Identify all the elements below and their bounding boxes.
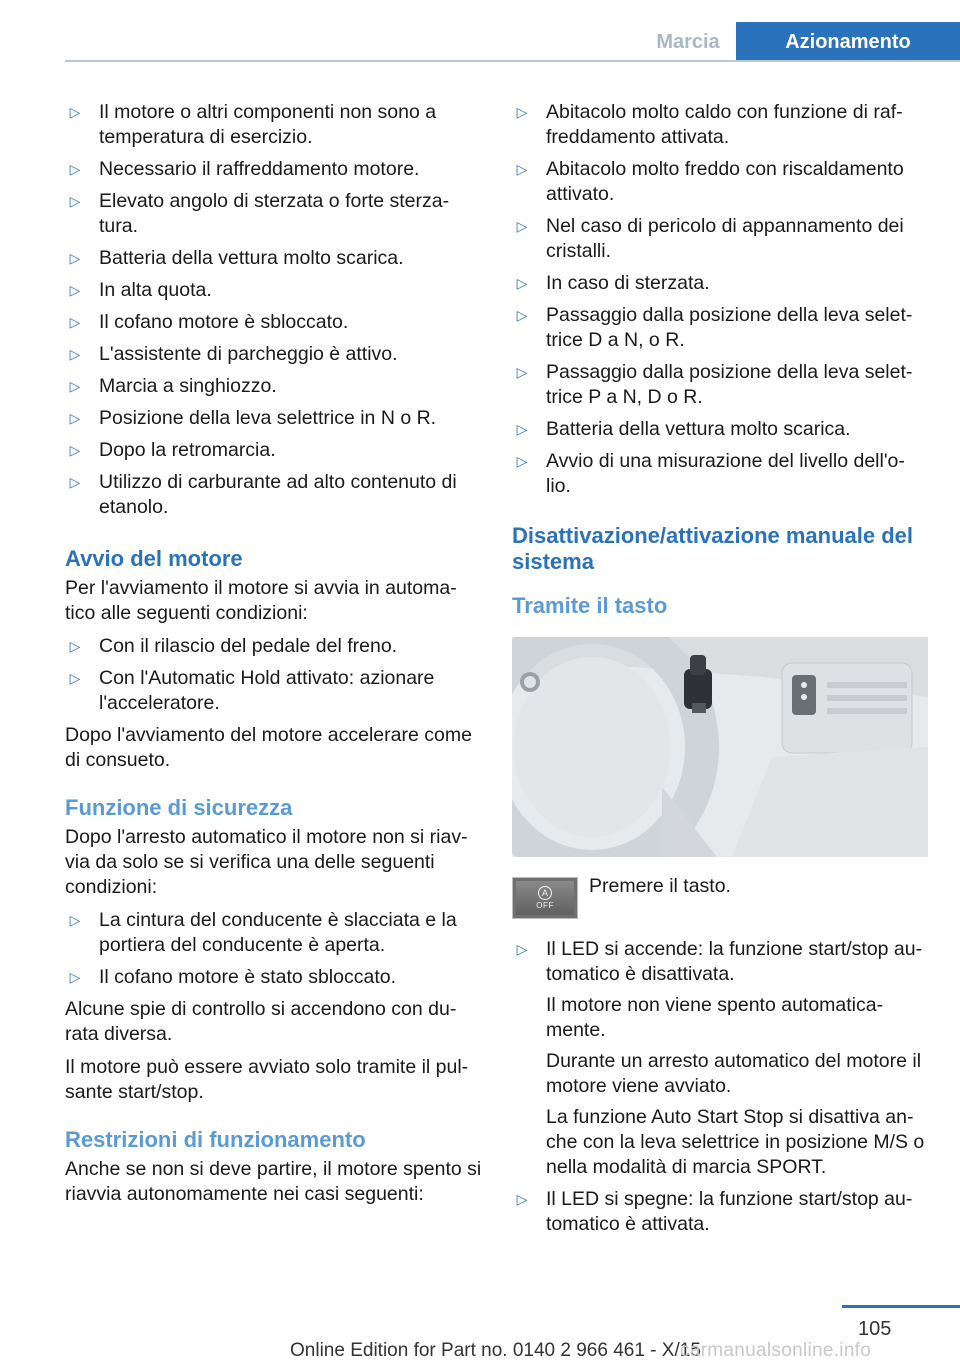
dashboard-photo [512,637,928,857]
manual-subheading: Tramite il tasto [512,593,668,618]
triangle-bullet-icon: ▷ [69,474,81,490]
list-item: ▷ Elevato angolo di sterzata o forte sterza- tura. [65,189,483,239]
list-item: ▷ Utilizzo di carburante ad alto contenuto di etanolo. [65,470,483,520]
triangle-bullet-icon: ▷ [516,364,528,380]
triangle-bullet-icon: ▷ [516,307,528,323]
triangle-bullet-icon: ▷ [69,314,81,330]
safety-intro: Dopo l'arresto automatico il motore non si riav- via da solo se si verifica una delle seguenti condizioni: [65,826,468,898]
triangle-bullet-icon: ▷ [69,638,81,654]
page-number: 105 [858,1318,892,1340]
off-label: OFF [536,901,554,910]
restrictions-intro: Anche se non si deve partire, il motore spento si riavvia autonomamente nei casi seguenti: [65,1158,482,1205]
inhibit-conditions-list [65,100,483,520]
triangle-bullet-icon: ▷ [69,161,81,177]
safety-paragraph-1: Alcune spie di controllo si accendono con du- rata diversa. [65,998,457,1045]
list-item: ▷ Il LED si spegne: la funzione start/stop au- tomatico è attivata. [512,1187,930,1237]
triangle-bullet-icon: ▷ [69,912,81,928]
list-item: ▷ Batteria della vettura molto scarica. [65,246,483,271]
header-rule [65,60,960,62]
auto-start-stop-button-icon [512,877,578,919]
list-item: ▷ Posizione della leva selettrice in N o R. [65,406,483,431]
triangle-bullet-icon: ▷ [516,941,528,957]
triangle-bullet-icon: ▷ [69,193,81,209]
triangle-bullet-icon: ▷ [69,410,81,426]
list-item: ▷ Il motore o altri componenti non sono a temperatura di esercizio. [65,100,483,150]
button-caption: Premere il tasto. [589,875,731,897]
list-item: ▷ Il cofano motore è sbloccato. [65,310,483,335]
list-item: ▷ La cintura del conducente è slacciata e la portiera del conducente è aperta. [65,908,483,958]
list-item: ▷ In caso di sterzata. [512,271,930,296]
list-item: ▷ Batteria della vettura molto scarica. [512,417,930,442]
triangle-bullet-icon: ▷ [69,378,81,394]
triangle-bullet-icon: ▷ [69,346,81,362]
left-column [65,100,483,1215]
list-item: ▷ Con l'Automatic Hold attivato: azionare l'acceleratore. [65,666,483,716]
safety-paragraph-2: Il motore può essere avviato solo tramite il pul- sante start/stop. [65,1056,469,1103]
edition-text: Online Edition for Part no. 0140 2 966 461 - X/15 [290,1340,701,1361]
list-item: ▷ Abitacolo molto caldo con funzione di raf- freddamento attivata. [512,100,930,150]
triangle-bullet-icon: ▷ [69,104,81,120]
watermark: carmanualsonline.info [680,1340,872,1361]
triangle-bullet-icon: ▷ [69,670,81,686]
list-item: ▷ Passaggio dalla posizione della leva selet- trice P a N, D o R. [512,360,930,410]
triangle-bullet-icon: ▷ [516,161,528,177]
list-item: ▷ Necessario il raffreddamento motore. [65,157,483,182]
list-item: ▷ L'assistente di parcheggio è attivo. [65,342,483,367]
triangle-bullet-icon: ▷ [69,969,81,985]
triangle-bullet-icon: ▷ [516,275,528,291]
restrictions-heading: Restrizioni di funzionamento [65,1127,366,1152]
sub-paragraph: La funzione Auto Start Stop si disattiva an- che con la leva selettrice in posizione M/S o nella modalità di marcia SPORT. [546,1106,925,1178]
right-column [512,100,930,1244]
triangle-bullet-icon: ▷ [516,421,528,437]
chapter-tab: Marcia [656,30,720,53]
list-item: ▷ Con il rilascio del pedale del freno. [65,634,483,659]
list-item: ▷ Il LED si accende: la funzione start/stop au- tomatico è disattivata. Il motore non viene spento automatica- mente. Durante un arresto automatico del motore il motore viene avviato. La funzione Auto Start Stop si disattiva an- che con la leva selettrice in posizione M/S o nella modalità di marcia SPORT. [512,937,930,1180]
list-item: ▷ Marcia a singhiozzo. [65,374,483,399]
engine-start-heading: Avvio del motore [65,546,243,571]
triangle-bullet-icon: ▷ [516,1191,528,1207]
triangle-bullet-icon: ▷ [69,250,81,266]
section-tab: Azionamento [736,22,960,62]
button-instruction [512,877,930,919]
auto-letter: A [538,886,552,900]
page-header [0,0,960,62]
triangle-bullet-icon: ▷ [69,442,81,458]
triangle-bullet-icon: ▷ [516,104,528,120]
triangle-bullet-icon: ▷ [69,282,81,298]
list-item: ▷ Dopo la retromarcia. [65,438,483,463]
list-item: ▷ Nel caso di pericolo di appannamento dei cristalli. [512,214,930,264]
sub-paragraph: Il motore non viene spento automatica- mente. [546,994,884,1041]
footer-rule [842,1305,960,1308]
list-item: ▷ Il cofano motore è stato sbloccato. [65,965,483,990]
safety-heading: Funzione di sicurezza [65,795,293,820]
list-item: ▷ Avvio di una misurazione del livello dell'o- lio. [512,449,930,499]
list-item: ▷ Passaggio dalla posizione della leva selet- trice D a N, o R. [512,303,930,353]
list-item: ▷ In alta quota. [65,278,483,303]
engine-start-intro: Per l'avviamento il motore si avvia in automa- tico alle seguenti condizioni: [65,577,457,624]
restart-conditions-list [512,100,930,499]
triangle-bullet-icon: ▷ [516,453,528,469]
list-item: ▷ Abitacolo molto freddo con riscaldamento attivato. [512,157,930,207]
triangle-bullet-icon: ▷ [516,218,528,234]
engine-start-after: Dopo l'avviamento del motore accelerare come di consueto. [65,724,472,771]
manual-heading: Disattivazione/attivazione manuale del sistema [512,523,914,574]
sub-paragraph: Durante un arresto automatico del motore il motore viene avviato. [546,1050,922,1097]
